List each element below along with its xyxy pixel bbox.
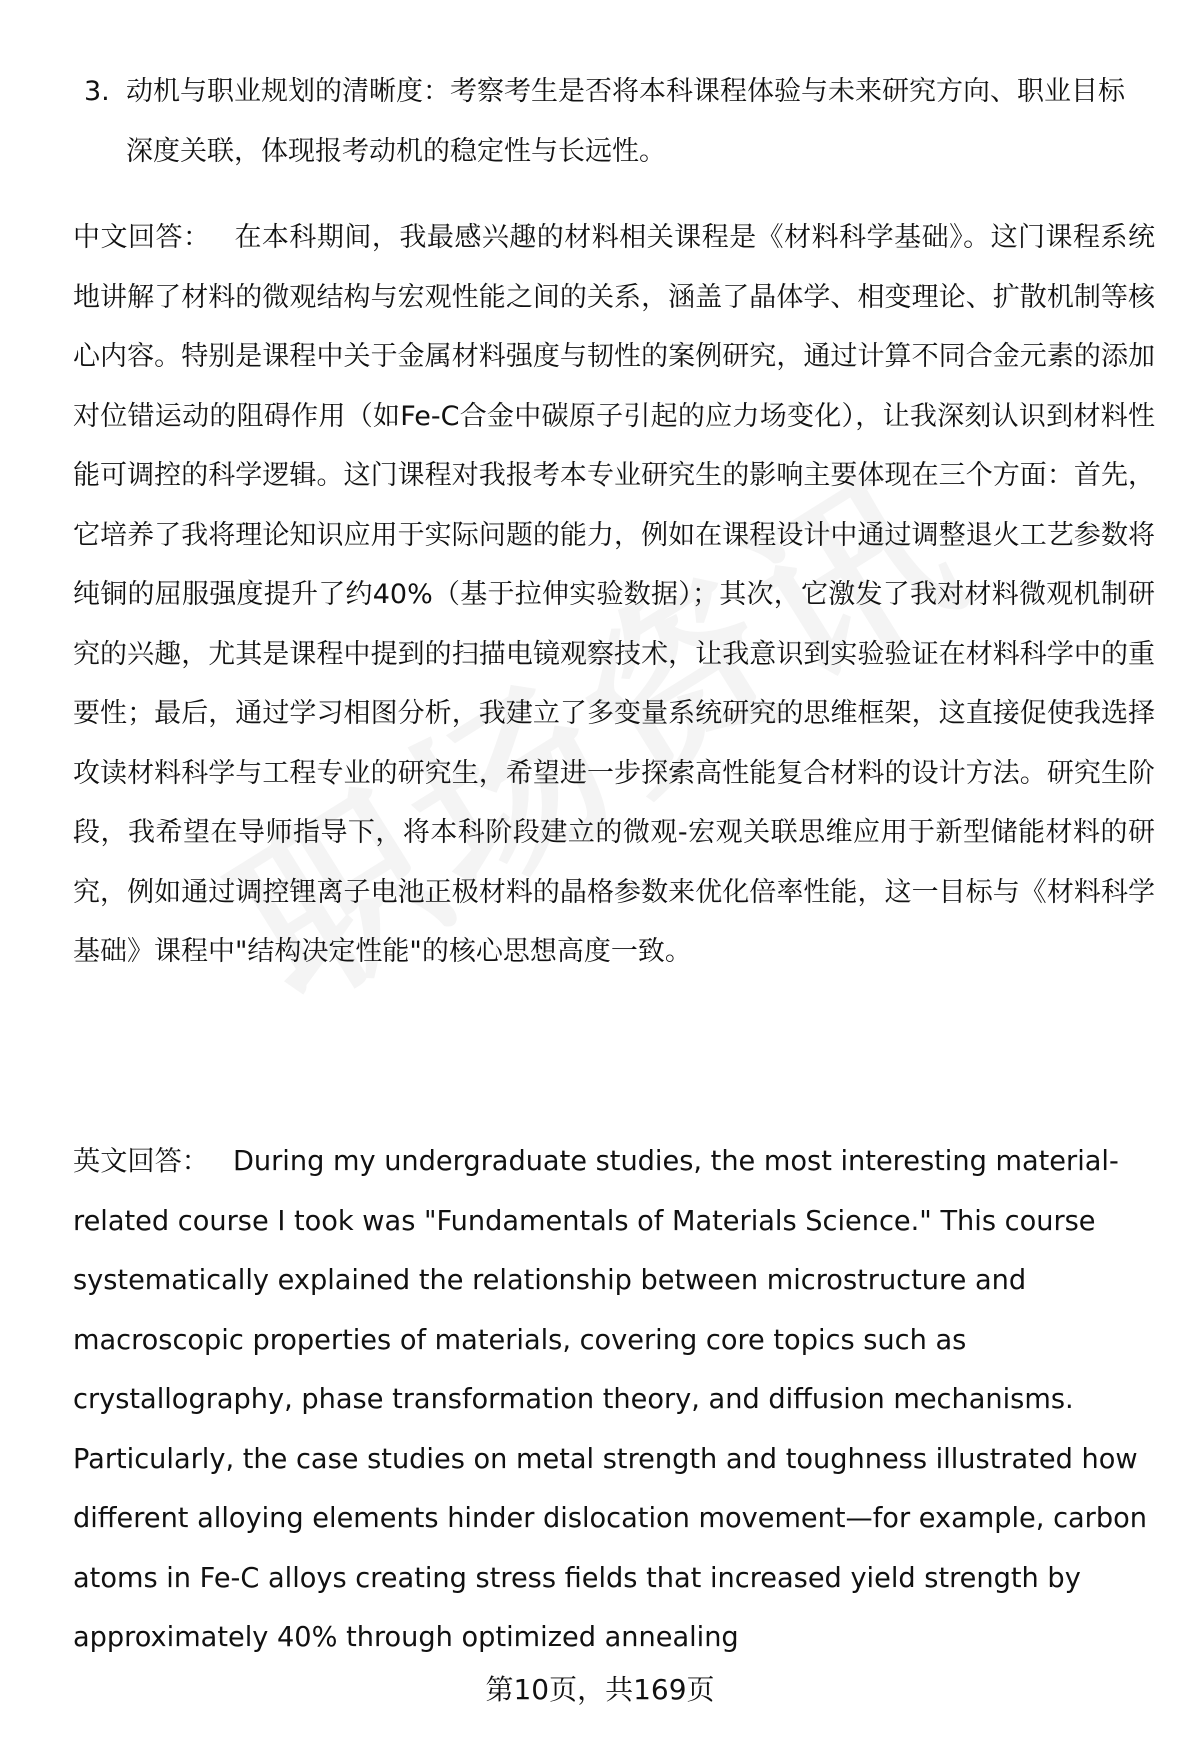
criterion-text: 动机与职业规划的清晰度：考察考生是否将本科课程体验与未来研究方向、职业目标深度关联，体现报考动机的稳定性与长远性。 (126, 76, 1125, 167)
criterion-item (84, 62, 1144, 182)
chinese-answer-text: 在本科期间，我最感兴趣的材料相关课程是《材料科学基础》。这门课程系统地讲解了材料的微观结构与宏观性能之间的关系，涵盖了晶体学、相变理论、扩散机制等核心内容。特别是课程中关于金属材料强度与韧性的案例研究，通过计算不同合金元素的添加对位错运动的阻碍作用（如Fe-C合金中碳原子引起的应力场变化），让我深刻认识到材料性能可调控的科学逻辑。这门课程对我报考本专业研究生的影响主要体现在三个方面：首先，它培养了我将理论知识应用于实际问题的能力，例如在课程设计中通过调整退火工艺参数将纯铜的屈服强度提升了约40%（基于拉伸实验数据）；其次，它激发了我对材料微观机制研究的兴趣，尤其是课程中提到的扫描电镜观察技术，让我意识到实验验证在材料科学中的重要性；最后，通过学习相图分析，我建立了多变量系统研究的思维框架，这直接促使我选择攻读材料科学与工程专业的研究生，希望进一步探索高性能复合材料的设计方法。研究生阶段，我希望在导师指导下，将本科阶段建立的微观-宏观关联思维应用于新型储能材料的研究，例如通过调控锂离子电池正极材料的晶格参数来优化倍率性能，这一目标与《材料科学基础》课程中"结构决定性能"的核心思想高度一致。 (73, 222, 1156, 967)
chinese-answer-label: 中文回答： (73, 222, 211, 253)
chinese-answer-paragraph (73, 208, 1155, 982)
criterion-number: 3. (84, 76, 110, 107)
english-answer-paragraph (73, 1132, 1155, 1668)
english-answer-label: 英文回答： (73, 1146, 209, 1177)
page-number-footer: 第10页，共169页 (485, 1673, 715, 1706)
english-answer-text: During my undergraduate studies, the most interesting material-related course I took was "Fundamentals of Materials Science." This course systematically explained the relationship between microstructure and macroscopic properties of materials, covering core topics such as crystallography, phase transformation theory, and diffusion mechanisms. Particularly, the case studies on metal strength and toughness illustrated how different alloying elements hinder dislocation movement—for example, carbon atoms in Fe-C alloys creating stress fields that increased yield strength by approximately 40% through optimized annealing (73, 1146, 1147, 1653)
